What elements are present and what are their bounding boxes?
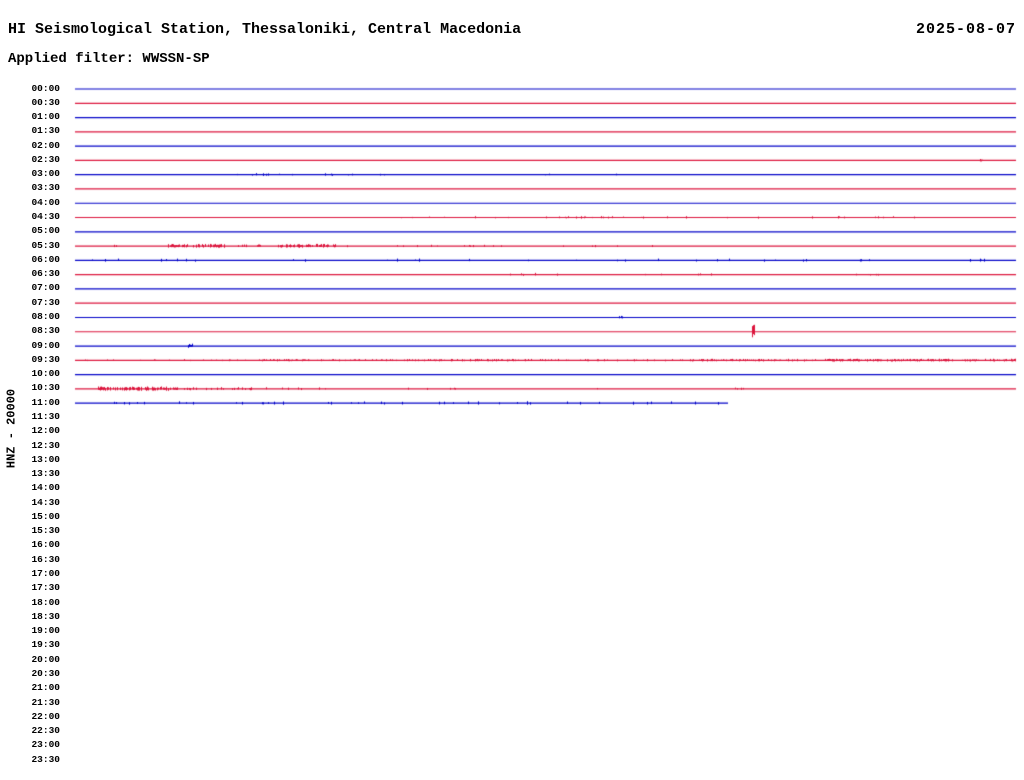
time-label: 18:30 — [31, 610, 60, 622]
time-label: 01:00 — [31, 111, 60, 123]
time-label: 23:00 — [31, 739, 60, 751]
time-label: 05:30 — [31, 239, 60, 251]
time-label: 13:30 — [31, 468, 60, 480]
time-label: 02:30 — [31, 153, 60, 165]
time-label: 00:30 — [31, 96, 60, 108]
time-label: 15:30 — [31, 525, 60, 537]
time-label: 04:00 — [31, 196, 60, 208]
time-label: 17:30 — [31, 582, 60, 594]
time-label: 07:00 — [31, 282, 60, 294]
time-label: 17:00 — [31, 568, 60, 580]
time-label: 09:30 — [31, 353, 60, 365]
time-label: 16:30 — [31, 553, 60, 565]
time-label: 23:30 — [31, 753, 60, 765]
time-label: 10:00 — [31, 368, 60, 380]
time-label: 14:00 — [31, 482, 60, 494]
time-label: 08:00 — [31, 310, 60, 322]
time-label: 22:30 — [31, 725, 60, 737]
time-label: 18:00 — [31, 596, 60, 608]
time-label: 11:30 — [31, 410, 60, 422]
time-label: 00:00 — [31, 82, 60, 94]
time-label: 21:30 — [31, 696, 60, 708]
time-label: 07:30 — [31, 296, 60, 308]
time-label: 06:00 — [31, 253, 60, 265]
time-label: 02:00 — [31, 139, 60, 151]
time-label: 16:00 — [31, 539, 60, 551]
time-label: 15:00 — [31, 510, 60, 522]
time-label: 20:30 — [31, 667, 60, 679]
time-label: 12:30 — [31, 439, 60, 451]
time-label: 04:30 — [31, 211, 60, 223]
time-labels-column — [0, 0, 60, 780]
time-label: 09:00 — [31, 339, 60, 351]
time-label: 10:30 — [31, 382, 60, 394]
time-label: 13:00 — [31, 453, 60, 465]
time-label: 01:30 — [31, 125, 60, 137]
time-label: 19:00 — [31, 625, 60, 637]
time-label: 03:00 — [31, 168, 60, 180]
time-label: 06:30 — [31, 268, 60, 280]
time-label: 19:30 — [31, 639, 60, 651]
time-label: 03:30 — [31, 182, 60, 194]
time-label: 12:00 — [31, 425, 60, 437]
time-label: 20:00 — [31, 653, 60, 665]
time-label: 11:00 — [31, 396, 60, 408]
time-label: 08:30 — [31, 325, 60, 337]
time-label: 14:30 — [31, 496, 60, 508]
time-label: 22:00 — [31, 710, 60, 722]
time-label: 21:00 — [31, 682, 60, 694]
time-label: 05:00 — [31, 225, 60, 237]
